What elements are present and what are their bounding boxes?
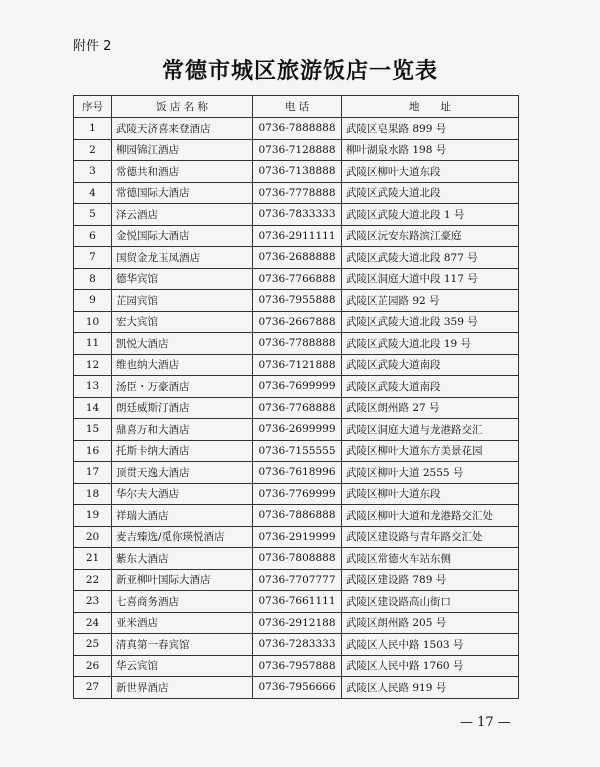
address: 武陵区柳叶大道 2555 号 xyxy=(342,462,519,484)
phone-number: 0736-7788888 xyxy=(253,333,342,355)
hotel-name: 凯悦大酒店 xyxy=(112,333,253,355)
hotel-name: 顶贯天逸大酒店 xyxy=(112,462,253,484)
hotel-name: 华尔夫大酒店 xyxy=(112,483,253,505)
table-row xyxy=(74,655,519,677)
table-row xyxy=(74,677,519,699)
row-index: 6 xyxy=(74,225,112,247)
table-row xyxy=(74,612,519,634)
table-row xyxy=(74,419,519,441)
hotel-table xyxy=(73,95,519,699)
row-index: 9 xyxy=(74,290,112,312)
hotel-name: 常德共和酒店 xyxy=(112,161,253,183)
table-row xyxy=(74,311,519,333)
table-row xyxy=(74,569,519,591)
hotel-name: 麦吉臻选/觅你瑛悦酒店 xyxy=(112,526,253,548)
hotel-name: 芷园宾馆 xyxy=(112,290,253,312)
table-row xyxy=(74,118,519,140)
hotel-name: 新世界酒店 xyxy=(112,677,253,699)
phone-number: 0736-7808888 xyxy=(253,548,342,570)
row-index: 7 xyxy=(74,247,112,269)
row-index: 20 xyxy=(74,526,112,548)
address: 武陵区沅安东路滨江豪庭 xyxy=(342,225,519,247)
hotel-name: 德华宾馆 xyxy=(112,268,253,290)
hotel-name: 紫东大酒店 xyxy=(112,548,253,570)
phone-number: 0736-7121888 xyxy=(253,354,342,376)
address: 武陵区朗州路 27 号 xyxy=(342,397,519,419)
phone-number: 0736-7283333 xyxy=(253,634,342,656)
hotel-name: 托斯卡纳大酒店 xyxy=(112,440,253,462)
table-row xyxy=(74,247,519,269)
row-index: 22 xyxy=(74,569,112,591)
header-index: 序号 xyxy=(74,96,112,118)
hotel-name: 鼎喜万和大酒店 xyxy=(112,419,253,441)
row-index: 8 xyxy=(74,268,112,290)
address: 武陵区柳叶大道东方美景花园 xyxy=(342,440,519,462)
table-body xyxy=(74,118,519,699)
phone-number: 0736-7618996 xyxy=(253,462,342,484)
address: 武陵区武陵大道北段 xyxy=(342,182,519,204)
phone-number: 0736-2688888 xyxy=(253,247,342,269)
phone-number: 0736-2667888 xyxy=(253,311,342,333)
row-index: 24 xyxy=(74,612,112,634)
table-row xyxy=(74,182,519,204)
phone-number: 0736-7699999 xyxy=(253,376,342,398)
row-index: 15 xyxy=(74,419,112,441)
phone-number: 0736-2699999 xyxy=(253,419,342,441)
phone-number: 0736-7886888 xyxy=(253,505,342,527)
phone-number: 0736-7888888 xyxy=(253,118,342,140)
row-index: 19 xyxy=(74,505,112,527)
address: 武陵区武陵大道北段 359 号 xyxy=(342,311,519,333)
hotel-name: 维也纳大酒店 xyxy=(112,354,253,376)
row-index: 2 xyxy=(74,139,112,161)
attachment-label: 附件 2 xyxy=(73,39,112,54)
row-index: 10 xyxy=(74,311,112,333)
phone-number: 0736-2911111 xyxy=(253,225,342,247)
phone-number: 0736-7768888 xyxy=(253,397,342,419)
table-row xyxy=(74,634,519,656)
phone-number: 0736-7155555 xyxy=(253,440,342,462)
phone-number: 0736-7833333 xyxy=(253,204,342,226)
hotel-name: 七喜商务酒店 xyxy=(112,591,253,613)
address: 武陵区武陵大道北段 19 号 xyxy=(342,333,519,355)
hotel-name: 柳园锦江酒店 xyxy=(112,139,253,161)
address: 柳叶湖泉水路 198 号 xyxy=(342,139,519,161)
row-index: 26 xyxy=(74,655,112,677)
address: 武陵区人民路 919 号 xyxy=(342,677,519,699)
row-index: 4 xyxy=(74,182,112,204)
hotel-name: 金悦国际大酒店 xyxy=(112,225,253,247)
row-index: 16 xyxy=(74,440,112,462)
address: 武陵区建设路与青年路交汇处 xyxy=(342,526,519,548)
phone-number: 0736-7128888 xyxy=(253,139,342,161)
header-hotel-name: 饭 店 名 称 xyxy=(112,96,253,118)
phone-number: 0736-2912188 xyxy=(253,612,342,634)
header-address: 地 址 xyxy=(342,96,519,118)
header-phone: 电 话 xyxy=(253,96,342,118)
address: 武陵区人民中路 1760 号 xyxy=(342,655,519,677)
table-row xyxy=(74,268,519,290)
row-index: 18 xyxy=(74,483,112,505)
address: 武陵区武陵大道南段 xyxy=(342,354,519,376)
table-row xyxy=(74,333,519,355)
hotel-name: 朗廷威斯汀酒店 xyxy=(112,397,253,419)
table-row xyxy=(74,139,519,161)
table-row xyxy=(74,397,519,419)
table-row xyxy=(74,483,519,505)
row-index: 13 xyxy=(74,376,112,398)
hotel-name: 泽云酒店 xyxy=(112,204,253,226)
phone-number: 0736-7769999 xyxy=(253,483,342,505)
address: 武陵区常德火车站东侧 xyxy=(342,548,519,570)
address: 武陵区建设路高山街口 xyxy=(342,591,519,613)
address: 武陵区武陵大道南段 xyxy=(342,376,519,398)
table-row xyxy=(74,505,519,527)
row-index: 5 xyxy=(74,204,112,226)
row-index: 27 xyxy=(74,677,112,699)
row-index: 3 xyxy=(74,161,112,183)
row-index: 12 xyxy=(74,354,112,376)
address: 武陵区洞庭大道中段 117 号 xyxy=(342,268,519,290)
table-row xyxy=(74,526,519,548)
table-row xyxy=(74,290,519,312)
address: 武陵区洞庭大道与龙港路交汇 xyxy=(342,419,519,441)
table-row xyxy=(74,161,519,183)
row-index: 17 xyxy=(74,462,112,484)
address: 武陵区柳叶大道东段 xyxy=(342,161,519,183)
table-header-row xyxy=(74,96,519,118)
table-row xyxy=(74,440,519,462)
address: 武陵区武陵大道北段 877 号 xyxy=(342,247,519,269)
hotel-name: 清真第一春宾馆 xyxy=(112,634,253,656)
phone-number: 0736-7956666 xyxy=(253,677,342,699)
phone-number: 0736-7955888 xyxy=(253,290,342,312)
table-row xyxy=(74,548,519,570)
phone-number: 0736-7661111 xyxy=(253,591,342,613)
address: 武陵区柳叶大道东段 xyxy=(342,483,519,505)
row-index: 21 xyxy=(74,548,112,570)
phone-number: 0736-7138888 xyxy=(253,161,342,183)
table-row xyxy=(74,591,519,613)
table-row xyxy=(74,462,519,484)
address: 武陵区人民中路 1503 号 xyxy=(342,634,519,656)
row-index: 23 xyxy=(74,591,112,613)
page-number: — 17 — xyxy=(460,715,511,730)
address: 武陵区武陵大道北段 1 号 xyxy=(342,204,519,226)
phone-number: 0736-7707777 xyxy=(253,569,342,591)
phone-number: 0736-7778888 xyxy=(253,182,342,204)
phone-number: 0736-7766888 xyxy=(253,268,342,290)
table-row xyxy=(74,376,519,398)
phone-number: 0736-2919999 xyxy=(253,526,342,548)
table-row xyxy=(74,225,519,247)
hotel-name: 国贸金龙玉凤酒店 xyxy=(112,247,253,269)
address: 武陵区朗州路 205 号 xyxy=(342,612,519,634)
row-index: 1 xyxy=(74,118,112,140)
hotel-name: 亚米酒店 xyxy=(112,612,253,634)
hotel-name: 武陵天济喜来登酒店 xyxy=(112,118,253,140)
address: 武陵区柳叶大道和龙港路交汇处 xyxy=(342,505,519,527)
hotel-name: 宏大宾馆 xyxy=(112,311,253,333)
page-title: 常德市城区旅游饭店一览表 xyxy=(161,59,438,84)
hotel-name: 祥瑞大酒店 xyxy=(112,505,253,527)
hotel-name: 汤臣・万豪酒店 xyxy=(112,376,253,398)
address: 武陵区皂果路 899 号 xyxy=(342,118,519,140)
row-index: 11 xyxy=(74,333,112,355)
address: 武陵区芷园路 92 号 xyxy=(342,290,519,312)
phone-number: 0736-7957888 xyxy=(253,655,342,677)
row-index: 25 xyxy=(74,634,112,656)
table-row xyxy=(74,204,519,226)
hotel-name: 常德国际大酒店 xyxy=(112,182,253,204)
address: 武陵区建设路 789 号 xyxy=(342,569,519,591)
hotel-name: 新亚柳叶国际大酒店 xyxy=(112,569,253,591)
table-row xyxy=(74,354,519,376)
row-index: 14 xyxy=(74,397,112,419)
hotel-name: 华云宾馆 xyxy=(112,655,253,677)
